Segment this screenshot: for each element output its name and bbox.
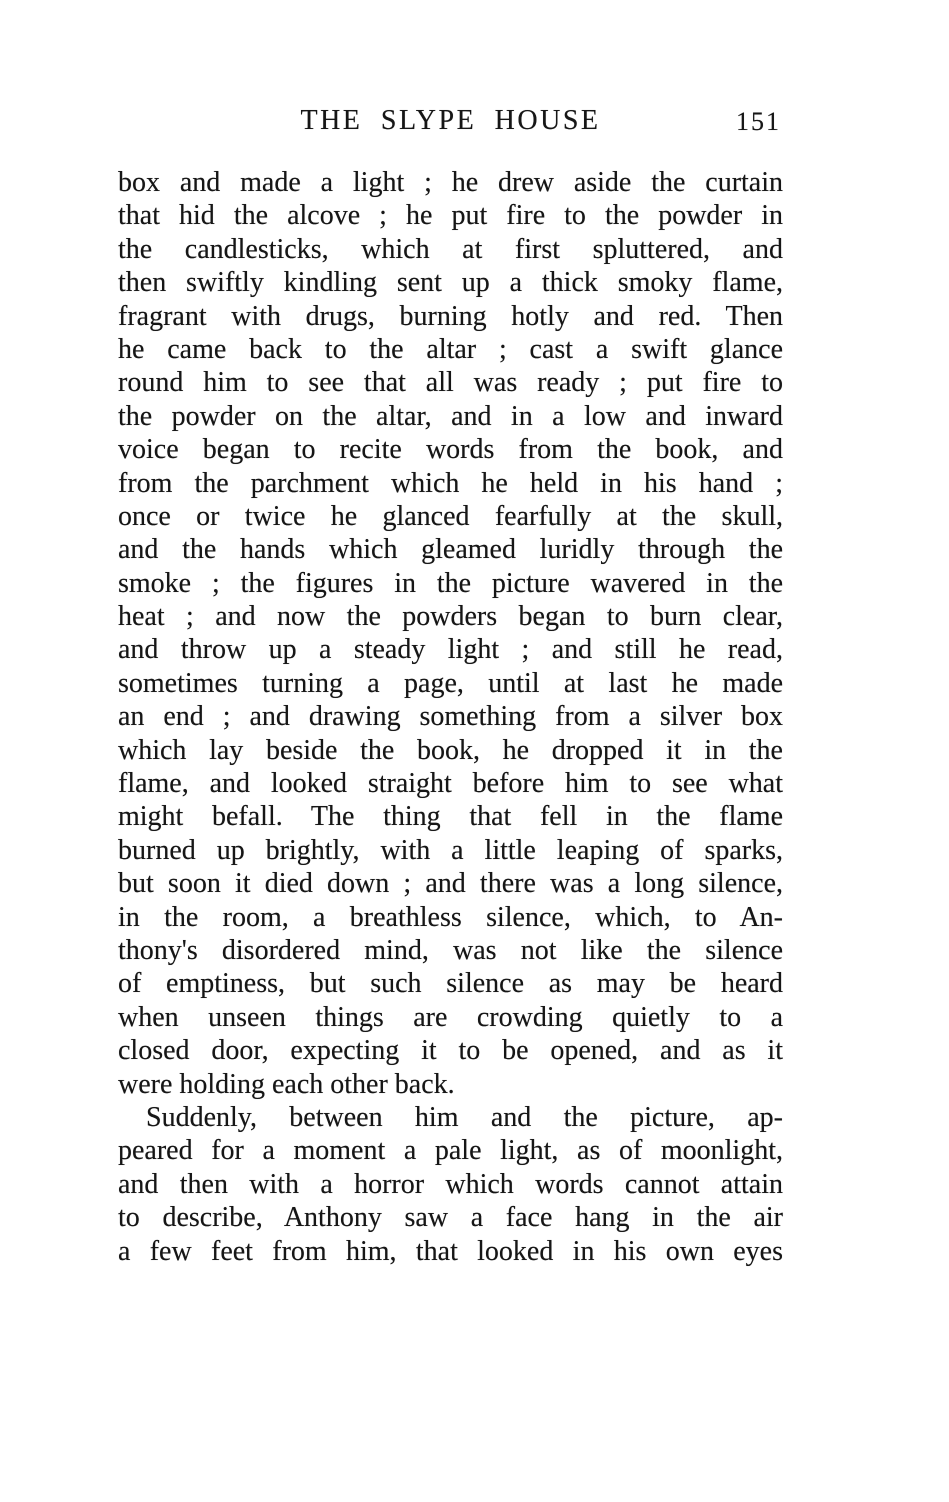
text-line: but soon it died down ; and there was a long silence,	[118, 868, 783, 900]
text-line: peared for a moment a pale light, as of moonlight,	[118, 1135, 783, 1167]
text-line: which lay beside the book, he dropped it in the	[118, 734, 783, 766]
text-block	[118, 166, 783, 1268]
text-line: that hid the alcove ; he put fire to the powder in	[118, 200, 783, 232]
text-line: burned up brightly, with a little leaping of sparks,	[118, 834, 783, 866]
text-line: of emptiness, but such silence as may be heard	[118, 968, 783, 1000]
text-line: and then with a horror which words cannot attain	[118, 1168, 783, 1200]
text-line: and the hands which gleamed luridly through the	[118, 534, 783, 566]
text-line: a few feet from him, that looked in his own eyes	[118, 1235, 783, 1267]
page-header	[118, 104, 783, 140]
text-line: Suddenly, between him and the picture, ap-	[146, 1101, 783, 1133]
text-line: thony's disordered mind, was not like the silence	[118, 934, 783, 966]
text-line: fragrant with drugs, burning hotly and red. Then	[118, 300, 783, 332]
text-line: closed door, expecting it to be opened, and as it	[118, 1035, 783, 1067]
text-line: flame, and looked straight before him to see what	[118, 768, 783, 800]
text-line: might befall. The thing that fell in the flame	[118, 801, 783, 833]
text-line: voice began to recite words from the book, and	[118, 434, 783, 466]
text-line: to describe, Anthony saw a face hang in the air	[118, 1202, 783, 1234]
running-title: THE SLYPE HOUSE	[300, 105, 601, 136]
text-line: when unseen things are crowding quietly to a	[118, 1001, 783, 1033]
page-number: 151	[736, 107, 781, 136]
text-line: then swiftly kindling sent up a thick smoky flame,	[118, 267, 783, 299]
text-line: he came back to the altar ; cast a swift glance	[118, 333, 783, 365]
text-line: box and made a light ; he drew aside the curtain	[118, 167, 783, 198]
text-line: smoke ; the figures in the picture wavered in the	[118, 567, 783, 599]
text-line: the candlesticks, which at first spluttered, and	[118, 233, 783, 265]
text-line: the powder on the altar, and in a low and inward	[118, 400, 783, 432]
text-line: heat ; and now the powders began to burn clear,	[118, 601, 783, 633]
text-line: an end ; and drawing something from a silver box	[118, 701, 783, 733]
text-line: round him to see that all was ready ; put fire to	[118, 367, 783, 399]
text-line: once or twice he glanced fearfully at the skull,	[118, 500, 783, 532]
text-line: sometimes turning a page, until at last he made	[118, 667, 783, 699]
text-line: from the parchment which he held in his hand ;	[118, 467, 783, 499]
text-line: were holding each other back.	[118, 1068, 455, 1100]
text-line: in the room, a breathless silence, which, to An-	[118, 901, 783, 933]
text-line: and throw up a steady light ; and still he read,	[118, 634, 783, 666]
